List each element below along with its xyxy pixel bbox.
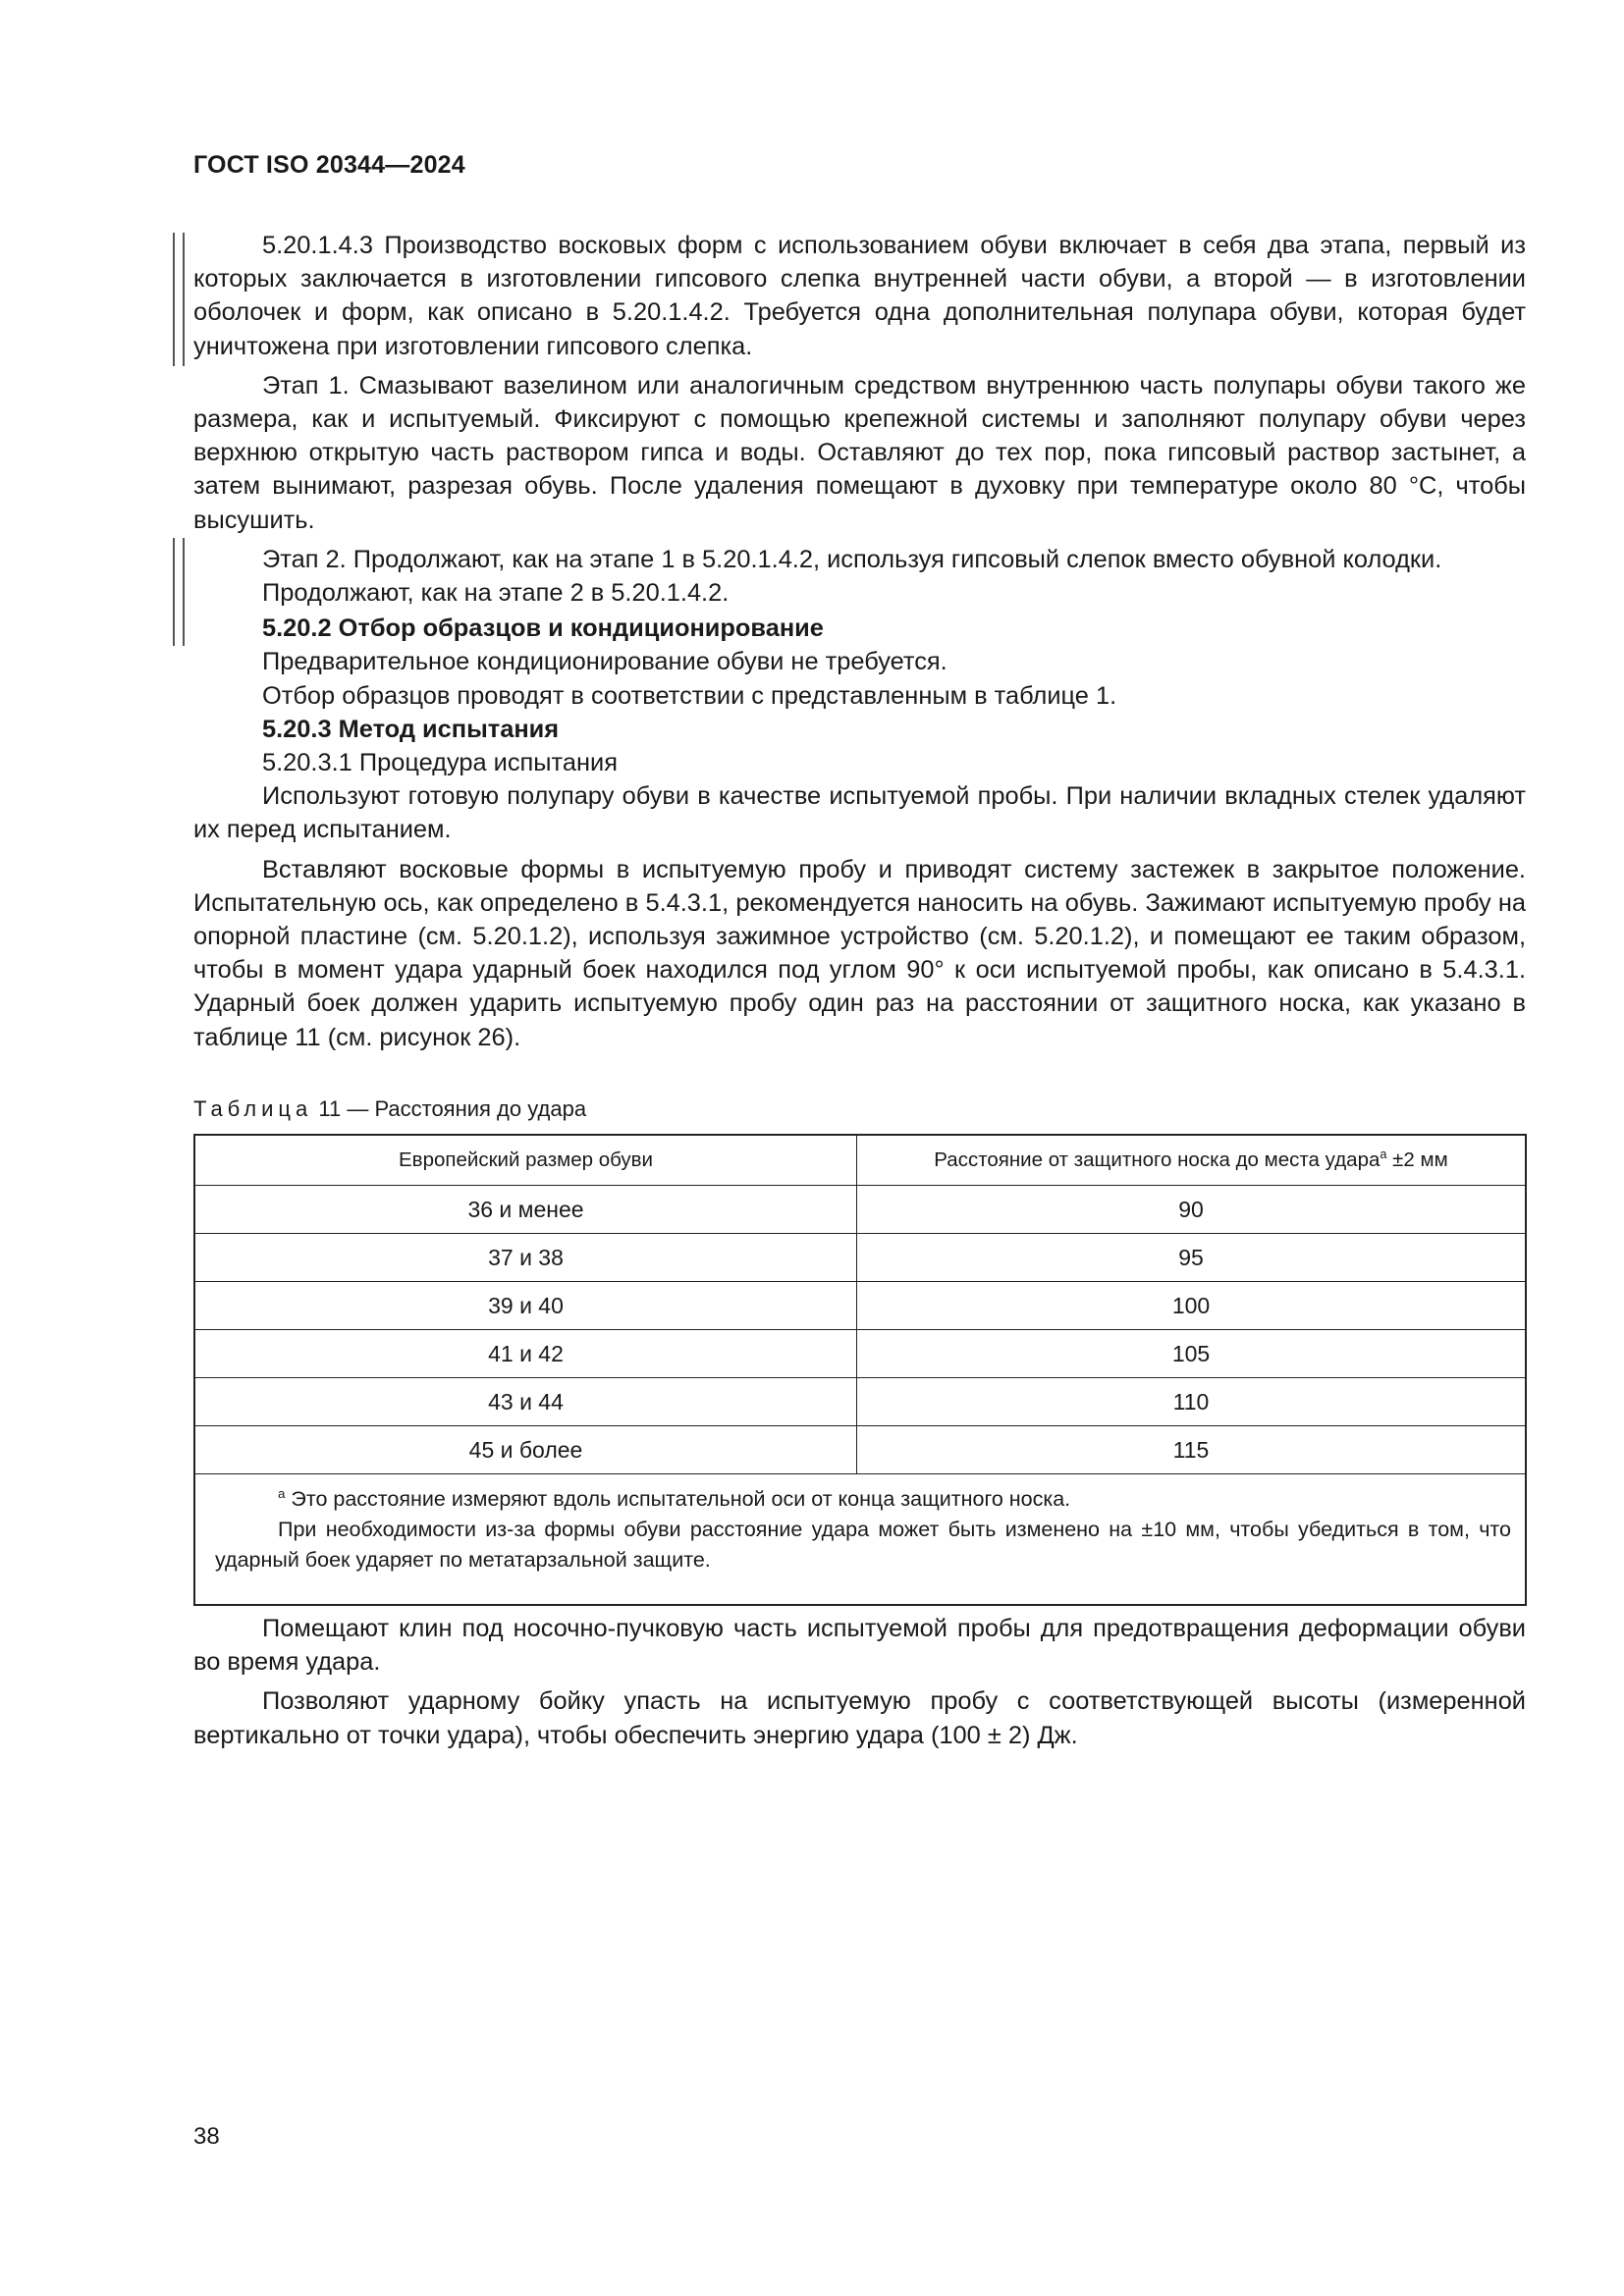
table-note: При необходимости из-за формы обуви расстояние удара может быть изменено на ±10 мм, чтобы убедиться в том, что ударный боек ударяет по метатарзальной защите. (215, 1518, 1511, 1572)
paragraph-conditioning: Предварительное кондиционирование обуви не требуется. (262, 648, 947, 676)
paragraph-stage-1: Этап 1. Смазывают вазелином или аналогичным средством внутреннюю часть полупары обуви такого же размера, как и испытуемый. Фиксируют с помощью крепежной системы и заполняют полупару обуви через верхнюю открытую часть раствором гипса и воды. Оставляют до тех пор, пока гипсовый раствор застынет, а затем вынимают, разрезая обувь. После удаления помещают в духовку при температуре около 80 °С, чтобы высушить. (193, 371, 1526, 534)
change-bar-1 (173, 233, 185, 366)
paragraph-drop: Позволяют ударному бойку упасть на испытуемую пробу с соответствующей высоты (измеренной вертикально от точки удара), чтобы обеспечить энергию удара (100 ± 2) Дж. (193, 1687, 1526, 1749)
table-cell-distance: 95 (857, 1234, 1527, 1282)
column-header-distance: Расстояние от защитного носка до места удара$^a$ ±2 мм (857, 1135, 1527, 1186)
paragraph-continue: Продолжают, как на этапе 2 в 5.20.1.4.2. (262, 579, 730, 608)
change-bar-2 (173, 538, 185, 646)
table-header-row (194, 1135, 1526, 1186)
paragraph-procedure: Вставляют восковые формы в испытуемую пробу и приводят систему застежек в закрытое положение. Испытательную ось, как определено в 5.4.3.1, рекомендуется наносить на обувь. Зажимают испытуемую пробу на опорной пластине (см. 5.20.1.2), используя зажимное устройство (см. 5.20.1.2), и помещают ее таким образом, чтобы в момент удара ударный боек находился под углом 90° к оси испытуемой пробы, как описано в 5.4.3.1. Ударный боек должен ударить испытуемую пробу один раз на расстоянии от защитного носка, как указано в таблице 11 (см. рисунок 26). (193, 855, 1526, 1051)
table-cell-distance: 100 (857, 1282, 1527, 1330)
table-notes (194, 1474, 1526, 1606)
section-heading-5-20-3: 5.20.3 Метод испытания (262, 715, 560, 743)
paragraph-stage-2: Этап 2. Продолжают, как на этапе 1 в 5.20.1.4.2, используя гипсовый слепок вместо обувной колодки. (262, 545, 1442, 573)
table-footnote-a: $^a$ Это расстояние измеряют вдоль испытательной оси от конца защитного носка. (278, 1485, 1071, 1511)
table-row (194, 1234, 1526, 1282)
paragraph-wedge: Помещают клин под носочно-пучковую часть испытуемой пробы для предотвращения деформации обуви во время удара. (193, 1615, 1526, 1677)
table-cell-distance: 105 (857, 1330, 1527, 1378)
table-row (194, 1426, 1526, 1474)
body-text (193, 229, 1526, 1054)
impact-distance-table (193, 1134, 1527, 1606)
table-cell-size: 37 и 38 (194, 1234, 857, 1282)
table-notes-row (194, 1474, 1526, 1606)
table-cell-distance: 90 (857, 1186, 1527, 1234)
paragraph-sampling: Отбор образцов проводят в соответствии с представленным в таблице 1. (262, 681, 1117, 710)
table-cell-size: 39 и 40 (194, 1282, 857, 1330)
table-cell-size: 43 и 44 (194, 1378, 857, 1426)
table-cell-size: 36 и менее (194, 1186, 857, 1234)
body-text-after-table (193, 1612, 1526, 1752)
table-row (194, 1330, 1526, 1378)
table-caption: Таблица 11 — Расстояния до удара (193, 1096, 587, 1121)
table-row (194, 1186, 1526, 1234)
table-cell-size: 45 и более (194, 1426, 857, 1474)
table-row (194, 1378, 1526, 1426)
table-cell-distance: 115 (857, 1426, 1527, 1474)
document-header: ГОСТ ISO 20344—2024 (193, 151, 465, 179)
paragraph-test-sample: Используют готовую полупару обуви в качестве испытуемой пробы. При наличии вкладных стелек удаляют их перед испытанием. (193, 782, 1526, 844)
section-heading-5-20-2: 5.20.2 Отбор образцов и кондиционирование (262, 614, 824, 643)
table-row (194, 1282, 1526, 1330)
paragraph-5-20-1-4-3: 5.20.1.4.3 Производство восковых форм с использованием обуви включает в себя два этапа, первый из которых заключается в изготовлении гипсового слепка внутренней части обуви, а второй — в изготовлении оболочек и форм, как описано в 5.20.1.4.2. Требуется одна дополнительная полупара обуви, которая будет уничтожена при изготовлении гипсового слепка. (193, 232, 1526, 360)
table-cell-distance: 110 (857, 1378, 1527, 1426)
table-cell-size: 41 и 42 (194, 1330, 857, 1378)
page-number: 38 (193, 2123, 220, 2150)
subsection-5-20-3-1: 5.20.3.1 Процедура испытания (262, 749, 618, 777)
column-header-size: Европейский размер обуви (194, 1135, 857, 1186)
